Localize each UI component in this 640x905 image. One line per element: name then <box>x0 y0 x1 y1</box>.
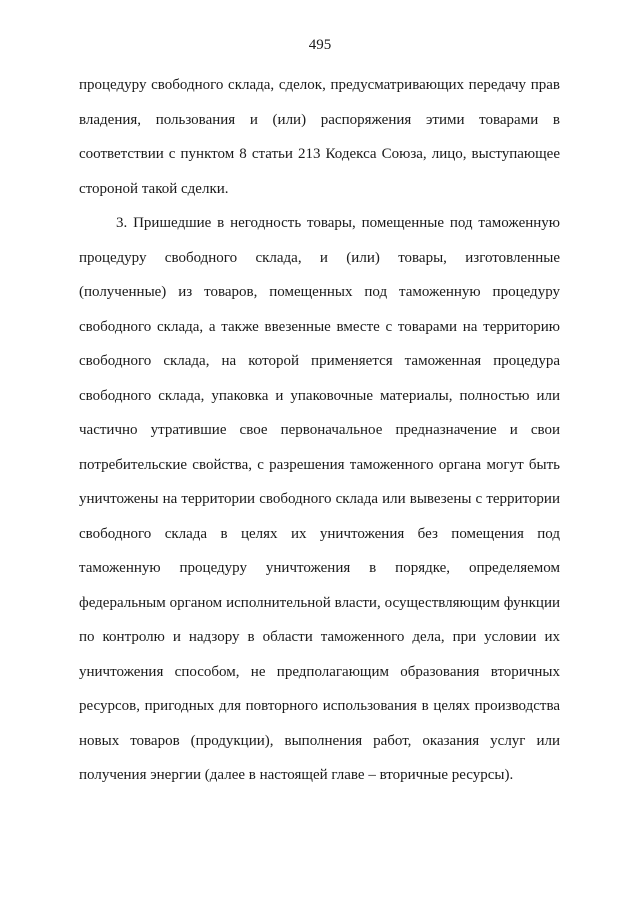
text-line: стороной такой сделки. <box>79 180 229 197</box>
text-line: федеральным органом исполнительной власти, осуществляющим функции <box>79 594 560 611</box>
text-line: получения энергии (далее в настоящей главе – вторичные ресурсы). <box>79 767 514 783</box>
text-line: свободного склада, а также ввезенные вместе с товарами на территорию <box>79 318 560 335</box>
text-line: свободного склада в целях их уничтожения без помещения под <box>79 525 560 542</box>
text-line: свободного склада, упаковка и упаковочные материалы, полностью или <box>79 387 560 404</box>
text-line: по контролю и надзору в области таможенного дела, при условии их <box>79 629 560 645</box>
text-line: владения, пользования и (или) распоряжения этими товарами в <box>79 111 560 128</box>
page-number: 495 <box>308 37 332 53</box>
text-line: новых товаров (продукции), выполнения работ, оказания услуг или <box>79 732 560 749</box>
text-line: ресурсов, пригодных для повторного использования в целях производства <box>79 698 560 714</box>
text-line: потребительские свойства, с разрешения таможенного органа могут быть <box>79 456 560 473</box>
paragraph-start-line: 3. Пришедшие в негодность товары, помещенные под таможенную <box>116 215 560 231</box>
text-line: соответствии с пунктом 8 статьи 213 Кодекса Союза, лицо, выступающее <box>79 146 560 162</box>
text-line: уничтожения способом, не предполагающим образования вторичных <box>79 663 560 680</box>
text-line: (полученные) из товаров, помещенных под таможенную процедуру <box>79 284 560 300</box>
text-line: уничтожены на территории свободного склада или вывезены с территории <box>79 491 560 507</box>
body-text <box>79 68 560 793</box>
text-line: свободного склада, на которой применяется таможенная процедура <box>79 353 560 369</box>
text-line: таможенную процедуру уничтожения в порядке, определяемом <box>79 560 560 576</box>
text-line: процедуру свободного склада, сделок, предусматривающих передачу прав <box>79 77 560 93</box>
text-line: процедуру свободного склада, и (или) товары, изготовленные <box>79 249 560 266</box>
text-line: частично утратившие свое первоначальное предназначение и свои <box>79 422 560 438</box>
